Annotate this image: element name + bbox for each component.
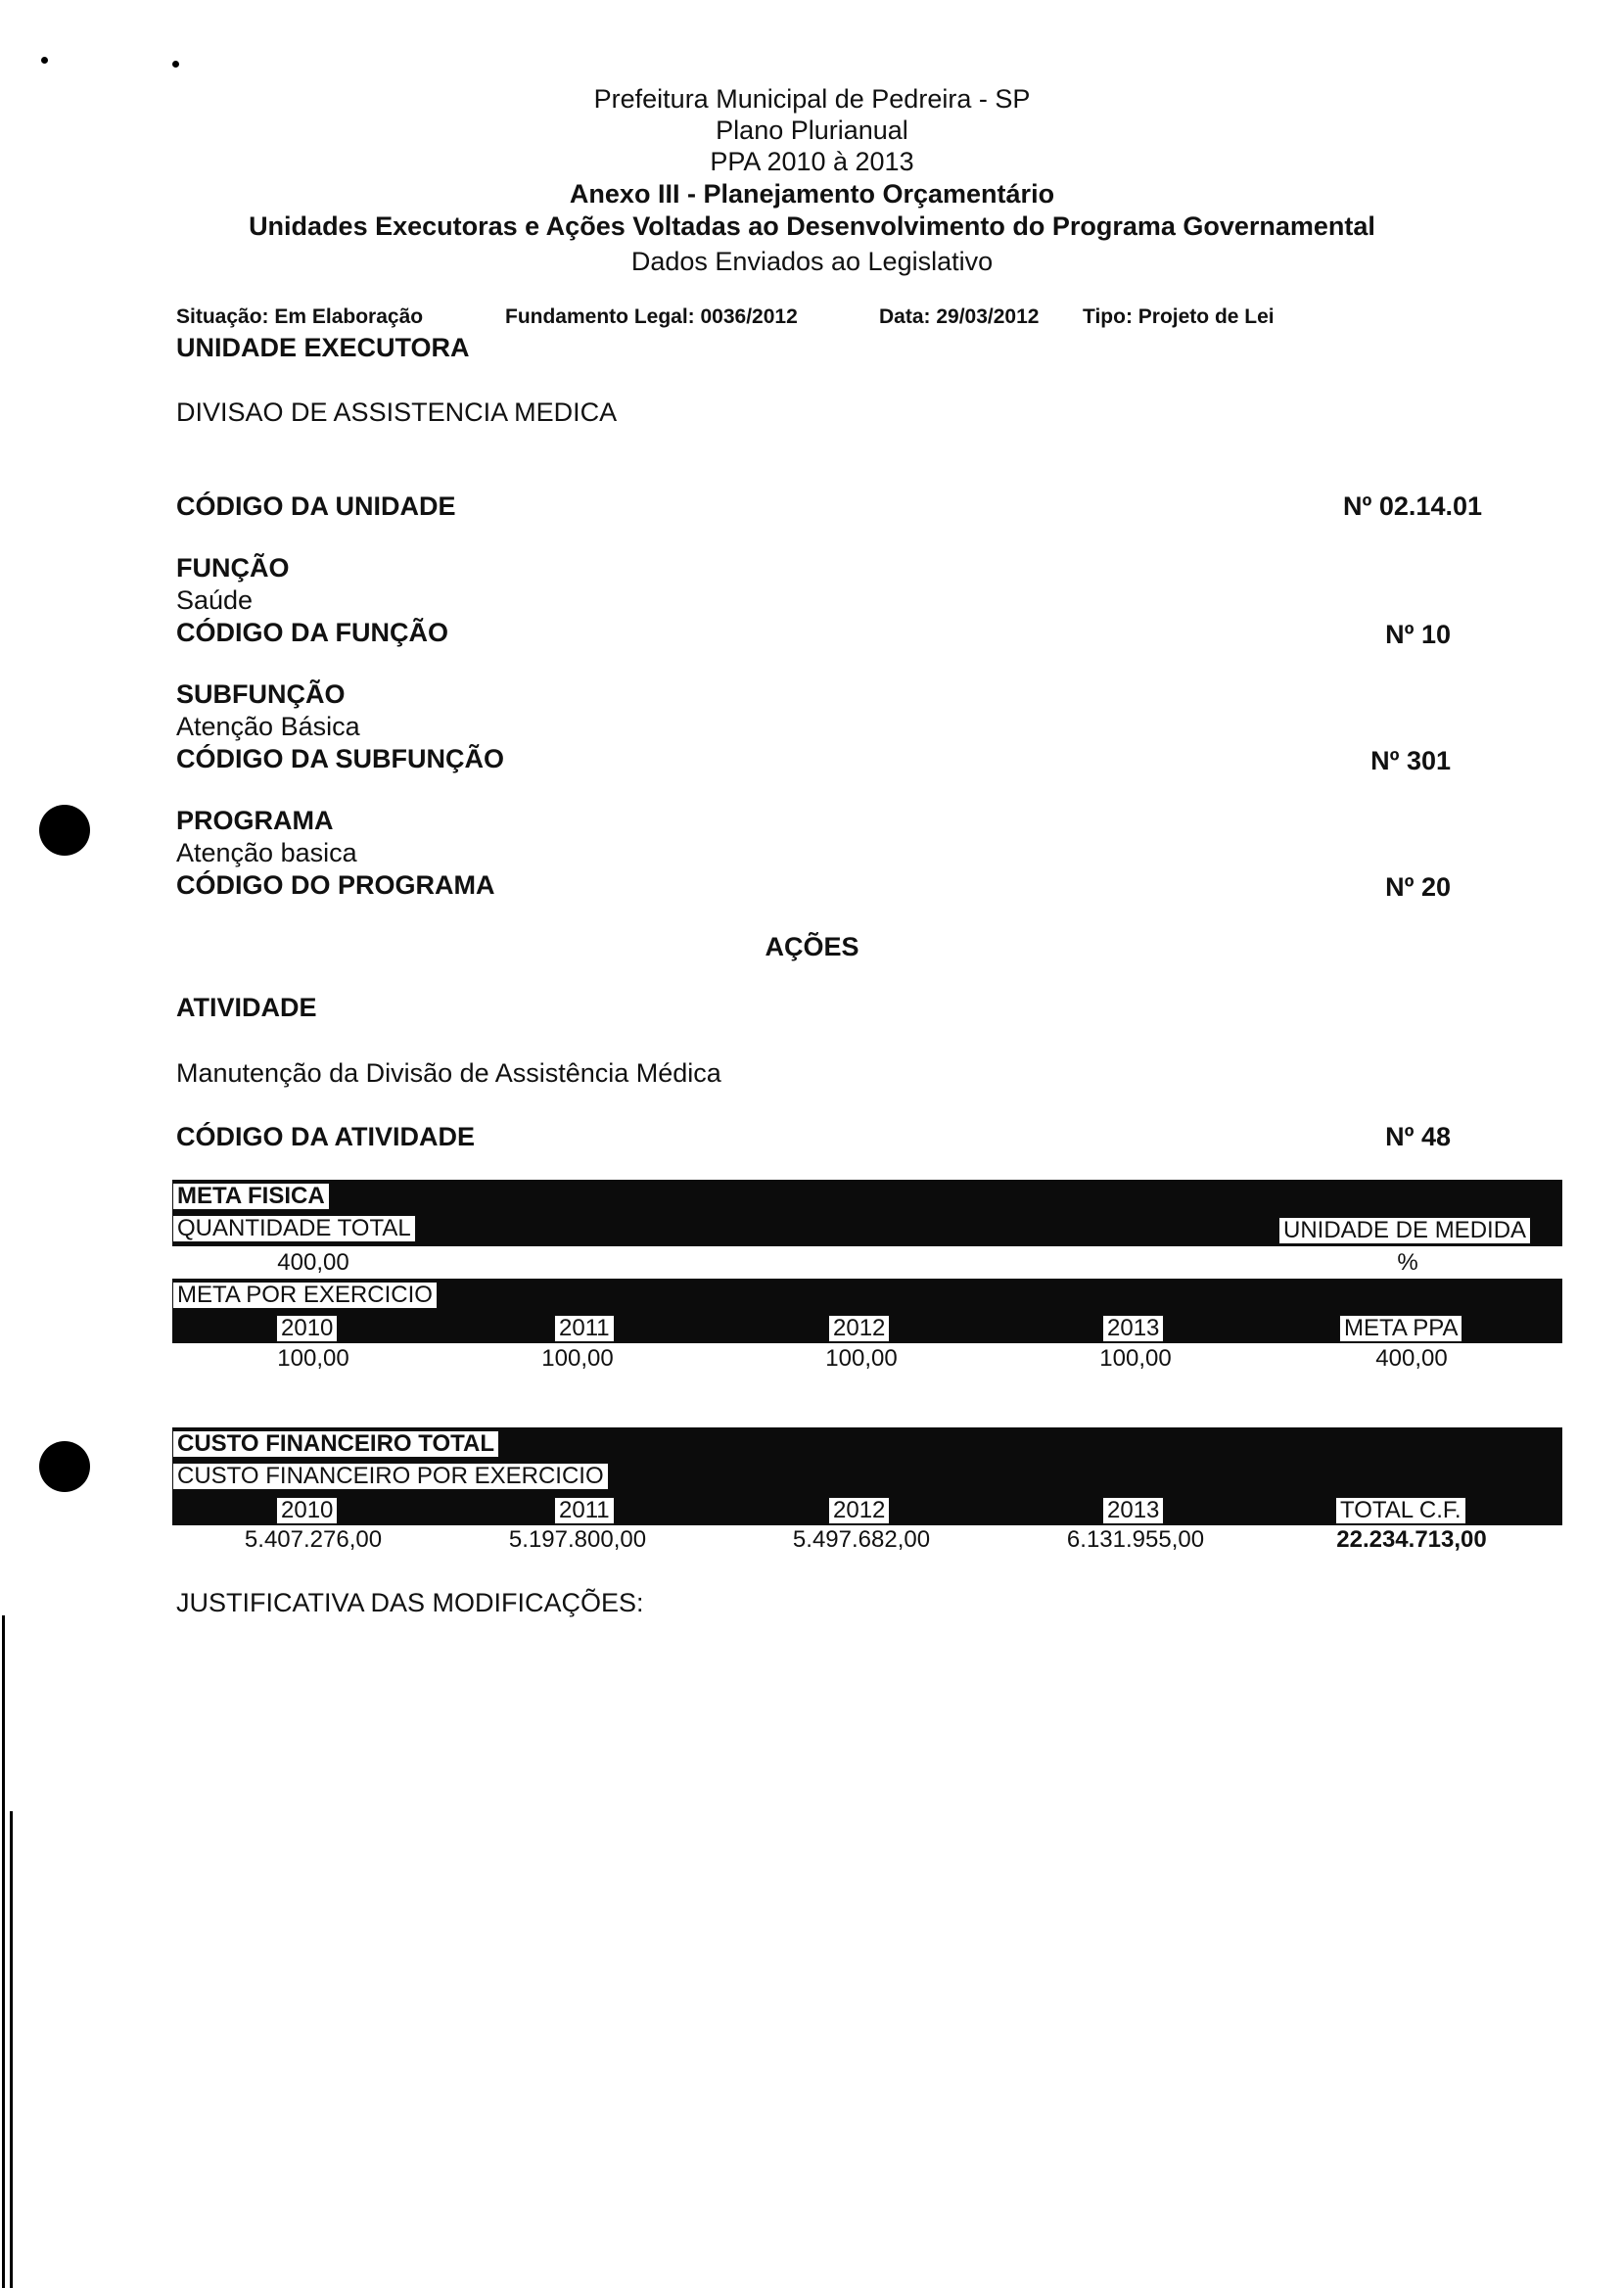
tipo: Tipo: Projeto de Lei <box>1083 305 1275 328</box>
data: Data: 29/03/2012 <box>879 305 1040 328</box>
punch-hole <box>39 1441 90 1492</box>
codigo-programa-label: CÓDIGO DO PROGRAMA <box>176 870 495 900</box>
scan-edge-line <box>10 1811 13 2288</box>
header-line-4: Anexo III - Planejamento Orçamentário <box>569 179 1055 209</box>
codigo-funcao-label: CÓDIGO DA FUNÇÃO <box>176 618 448 647</box>
codigo-atividade-label: CÓDIGO DA ATIVIDADE <box>176 1122 476 1151</box>
custo-year-2013: 2013 <box>1102 1497 1164 1524</box>
custo-por-exercicio-label: CUSTO FINANCEIRO POR EXERCICIO <box>172 1463 609 1490</box>
custo-value-2010: 5.407.276,00 <box>244 1526 383 1553</box>
total-cf-value: 22.234.713,00 <box>1336 1526 1487 1553</box>
atividade-label: ATIVIDADE <box>176 993 317 1022</box>
fundamento-legal: Fundamento Legal: 0036/2012 <box>505 305 798 328</box>
custo-financeiro-total-title: CUSTO FINANCEIRO TOTAL <box>172 1430 499 1458</box>
header-line-5: Unidades Executoras e Ações Voltadas ao Desenvolvimento do Programa Governamental <box>249 211 1375 241</box>
meta-value-2012: 100,00 <box>825 1345 898 1372</box>
custo-value-2012: 5.497.682,00 <box>792 1526 931 1553</box>
codigo-unidade-value: Nº 02.14.01 <box>1343 491 1482 521</box>
unidade-medida-label: UNIDADE DE MEDIDA <box>1278 1217 1531 1244</box>
unidade-executora-label: UNIDADE EXECUTORA <box>176 333 470 362</box>
subfuncao-name: Atenção Básica <box>176 712 360 741</box>
header-line-1: Prefeitura Municipal de Pedreira - SP <box>593 84 1031 114</box>
meta-ppa-value: 400,00 <box>1375 1345 1448 1372</box>
funcao-label: FUNÇÃO <box>176 553 290 583</box>
codigo-funcao-value: Nº 10 <box>1385 620 1451 649</box>
header-line-2: Plano Plurianual <box>716 116 908 145</box>
punch-hole <box>39 805 90 856</box>
acoes-title: AÇÕES <box>765 932 859 961</box>
codigo-atividade-value: Nº 48 <box>1385 1122 1451 1151</box>
custo-year-2010: 2010 <box>276 1497 338 1524</box>
meta-value-2010: 100,00 <box>277 1345 349 1372</box>
codigo-programa-value: Nº 20 <box>1385 872 1451 902</box>
codigo-unidade-label: CÓDIGO DA UNIDADE <box>176 491 456 521</box>
custo-year-2011: 2011 <box>554 1497 615 1524</box>
programa-label: PROGRAMA <box>176 806 334 835</box>
custo-value-2011: 5.197.800,00 <box>508 1526 647 1553</box>
scan-speck <box>172 61 179 68</box>
situacao: Situação: Em Elaboração <box>176 305 424 328</box>
codigo-subfuncao-label: CÓDIGO DA SUBFUNÇÃO <box>176 744 504 773</box>
meta-year-2011: 2011 <box>554 1315 615 1342</box>
meta-year-2012: 2012 <box>828 1315 890 1342</box>
atividade-descricao: Manutenção da Divisão de Assistência Médica <box>176 1058 721 1088</box>
custo-year-2012: 2012 <box>828 1497 890 1524</box>
scan-edge-line <box>2 1615 5 2288</box>
custo-value-2013: 6.131.955,00 <box>1066 1526 1205 1553</box>
meta-year-2013: 2013 <box>1102 1315 1164 1342</box>
scan-speck <box>41 57 48 64</box>
total-cf-label: TOTAL C.F. <box>1335 1497 1466 1524</box>
meta-year-2010: 2010 <box>276 1315 338 1342</box>
justificativa-label: JUSTIFICATIVA DAS MODIFICAÇÕES: <box>176 1588 644 1617</box>
meta-value-2013: 100,00 <box>1099 1345 1172 1372</box>
meta-por-exercicio-label: META POR EXERCICIO <box>172 1282 438 1309</box>
unidade-executora-name: DIVISAO DE ASSISTENCIA MEDICA <box>176 397 618 427</box>
quantidade-total-value: 400,00 <box>277 1249 349 1276</box>
header-line-3: PPA 2010 à 2013 <box>710 147 914 176</box>
codigo-subfuncao-value: Nº 301 <box>1370 746 1451 775</box>
subfuncao-label: SUBFUNÇÃO <box>176 679 346 709</box>
header-line-6: Dados Enviados ao Legislativo <box>630 247 994 276</box>
programa-name: Atenção basica <box>176 838 357 867</box>
unidade-medida-value: % <box>1397 1249 1418 1276</box>
quantidade-total-label: QUANTIDADE TOTAL <box>172 1215 416 1242</box>
meta-fisica-title: META FISICA <box>172 1183 330 1210</box>
meta-ppa-label: META PPA <box>1339 1315 1462 1342</box>
meta-value-2011: 100,00 <box>541 1345 614 1372</box>
funcao-name: Saúde <box>176 585 254 615</box>
